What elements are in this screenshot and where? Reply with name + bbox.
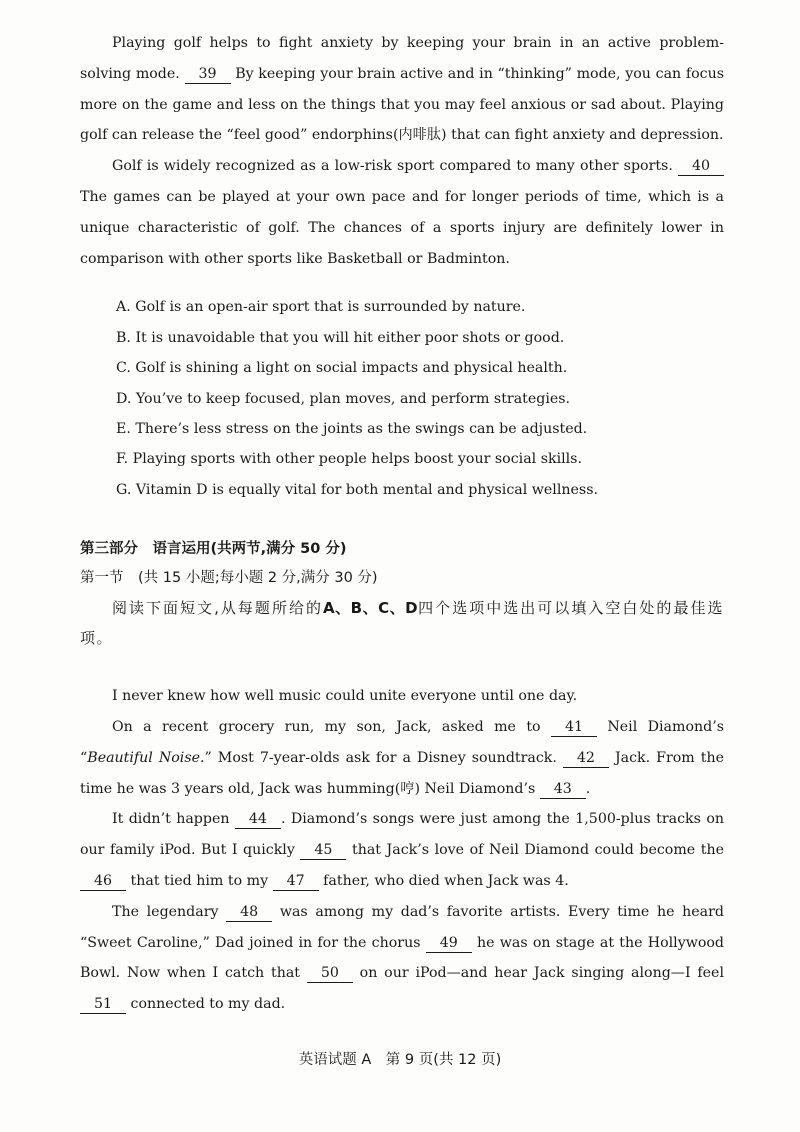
blank-47: 47 xyxy=(273,872,319,891)
paragraph-text: Playing golf helps to fight anxiety by keeping your brain in an active problem-solving mode. xyxy=(80,35,724,82)
paragraph-text: On a recent grocery run, my son, Jack, asked me to xyxy=(112,719,541,736)
paragraph-text: was among my dad’s favorite artists. Every time he heard “Sweet Caroline,” Dad joined in for the chorus xyxy=(80,903,724,951)
paragraph-text: It didn’t happen xyxy=(112,811,230,828)
passage-paragraph xyxy=(80,804,724,896)
blank-46: 46 xyxy=(80,872,126,891)
blank-41: 41 xyxy=(551,718,597,737)
paragraph-text: that tied him to my xyxy=(130,873,269,889)
paragraph-text: . Diamond’s songs were just among the 1,500-plus tracks on our family iPod. But I quickly xyxy=(80,811,724,859)
paragraph-text: on our iPod—and hear Jack singing along—I feel xyxy=(359,965,724,982)
blank-45: 45 xyxy=(300,841,346,860)
song-title: Beautiful Noise. xyxy=(87,749,205,766)
passage-paragraph xyxy=(80,681,724,712)
passage-paragraph xyxy=(80,151,724,274)
paragraph-text: By keeping your brain active and in “thinking” mode, you can focus more on the game and less on the things that you may feel anxious or sad about. Playing golf can release the “feel good” endorphins(内啡肽) that can fight anxiety and depression. xyxy=(80,65,725,144)
paragraph-text: connected to my dad. xyxy=(130,996,286,1013)
cloze-passage xyxy=(80,681,724,1020)
blank-49: 49 xyxy=(426,934,472,953)
passage-paragraph xyxy=(80,897,724,1020)
section-instruction xyxy=(80,593,724,653)
section-subheading: 第一节 (共 15 小题;每小题 2 分,满分 30 分) xyxy=(80,570,378,587)
option-a: A. Golf is an open-air sport that is surrounded by nature. xyxy=(116,299,526,316)
instruction-letters: A、B、C、D xyxy=(323,599,418,618)
blank-43: 43 xyxy=(540,780,586,799)
blank-39: 39 xyxy=(185,65,231,84)
passage-paragraph xyxy=(80,712,724,804)
paragraph-text: The games can be played at your own pace and for longer periods of time, which is a unique characteristic of golf. The chances of a sports injury are definitely lower in comparison with other sports like Basketball or Badminton. xyxy=(80,188,724,267)
blank-51: 51 xyxy=(80,995,126,1014)
paragraph-text: father, who died when Jack was 4. xyxy=(323,873,569,889)
blank-48: 48 xyxy=(226,903,272,922)
passage-paragraph xyxy=(80,28,724,151)
option-g: G. Vitamin D is equally vital for both mental and physical wellness. xyxy=(116,481,598,498)
option-e: E. There’s less stress on the joints as the swings can be adjusted. xyxy=(116,421,588,437)
paragraph-text: he was on stage at the Hollywood Bowl. Now when I catch that xyxy=(80,934,725,982)
paragraph-text: I never knew how well music could unite everyone until one day. xyxy=(112,688,578,705)
blank-40: 40 xyxy=(678,157,724,176)
paragraph-text: Neil Diamond’s “ xyxy=(80,719,725,766)
blank-44: 44 xyxy=(235,810,281,829)
instruction-text: 阅读下面短文,从每题所给的 xyxy=(112,599,324,618)
section-heading: 第三部分 语言运用(共两节,满分 50 分) xyxy=(80,541,347,558)
paragraph-text: Jack. From the time he was 3 years old, Jack was humming(哼) Neil Diamond’s xyxy=(80,749,725,797)
option-f: F. Playing sports with other people helps boost your social skills. xyxy=(116,451,582,468)
blank-50: 50 xyxy=(307,964,353,983)
blank-42: 42 xyxy=(563,749,609,768)
paragraph-text: The legendary xyxy=(112,903,219,920)
exam-page xyxy=(80,28,724,1020)
option-b: B. It is unavoidable that you will hit either poor shots or good. xyxy=(116,329,565,346)
page-footer: 英语试题 A 第 9 页(共 12 页) xyxy=(298,1052,502,1068)
option-c: C. Golf is shining a light on social impacts and physical health. xyxy=(116,360,568,377)
paragraph-text: . xyxy=(585,780,591,797)
option-list xyxy=(80,292,724,505)
option-d: D. You’ve to keep focused, plan moves, and perform strategies. xyxy=(116,390,571,407)
paragraph-text: ” Most 7-year-olds ask for a Disney soundtrack. xyxy=(204,749,557,766)
instruction-text: 四个选项中选出可以填入空白处的最佳选项。 xyxy=(80,599,724,648)
paragraph-text: that Jack’s love of Neil Diamond could become the xyxy=(352,842,724,859)
paragraph-text: Golf is widely recognized as a low-risk sport compared to many other sports. xyxy=(112,158,673,175)
